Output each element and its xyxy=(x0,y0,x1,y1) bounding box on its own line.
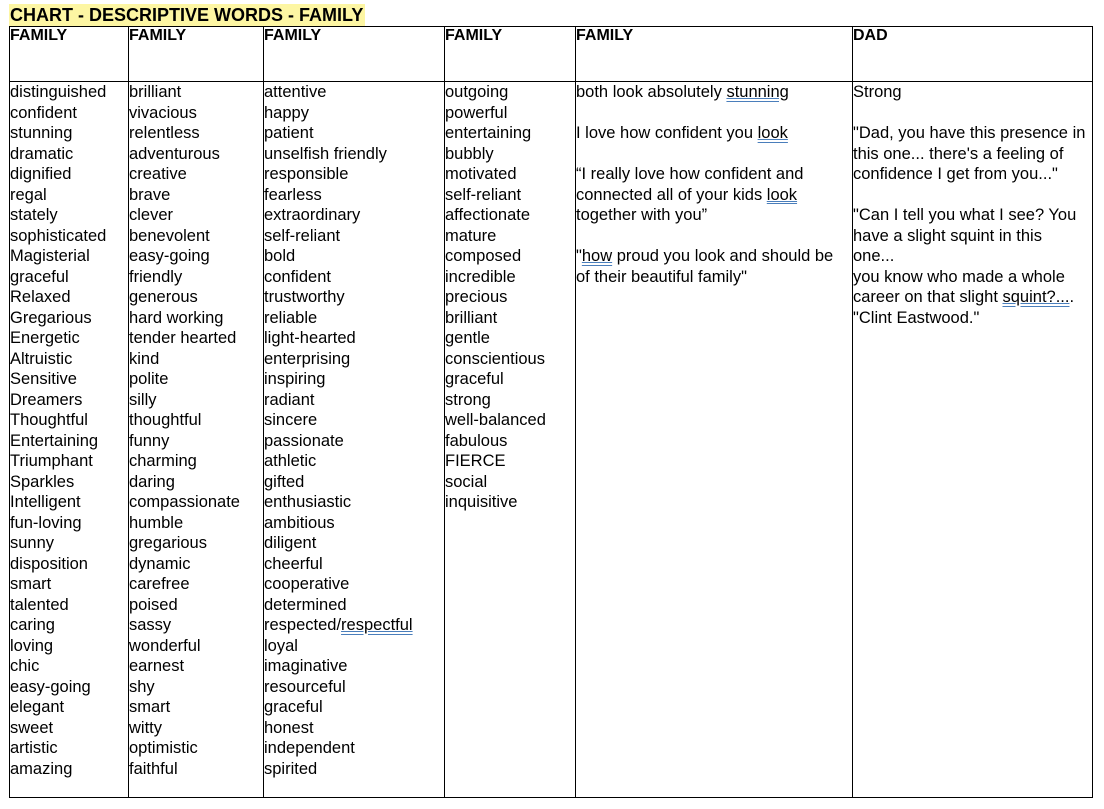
word-item: shy xyxy=(129,677,155,696)
word-item: composed xyxy=(445,247,522,265)
word-item: determined xyxy=(264,595,347,614)
word-item: witty xyxy=(129,718,162,737)
word-item: confident xyxy=(10,103,77,122)
word-item: entertaining xyxy=(445,124,532,142)
word-item: faithful xyxy=(129,759,178,778)
word-item: earnest xyxy=(129,657,185,675)
word-item: silly xyxy=(129,390,157,409)
word-item: cheerful xyxy=(264,554,323,573)
dad-phrase-2: "Dad, you have this presence in this one... there's a feeling of confidence I get from you..." xyxy=(853,124,1086,183)
word-item: brilliant xyxy=(129,83,182,101)
word-item: resourceful xyxy=(264,677,346,696)
word-item: thoughtful xyxy=(129,411,202,429)
word-item: friendly xyxy=(129,267,183,286)
word-item: smart xyxy=(129,698,171,716)
word-item: honest xyxy=(264,718,314,737)
word-item: Magisterial xyxy=(10,247,90,265)
word-item: poised xyxy=(129,595,178,614)
word-item: conscientious xyxy=(445,349,545,368)
word-item: Entertaining xyxy=(10,431,99,450)
word-item: strong xyxy=(445,390,491,409)
word-item: sweet xyxy=(10,718,54,737)
word-item: spirited xyxy=(264,759,318,778)
word-item: polite xyxy=(129,370,169,388)
word-item: elegant xyxy=(10,698,65,716)
word-item: passionate xyxy=(264,431,344,450)
word-item: light-hearted xyxy=(264,329,356,347)
page-title: CHART - DESCRIPTIVE WORDS - FAMILY xyxy=(10,5,364,25)
word-item: social xyxy=(445,472,488,491)
word-item: sincere xyxy=(264,411,318,429)
descriptive-words-table xyxy=(9,26,1093,798)
word-list-col3 xyxy=(264,82,445,798)
word-list-col4 xyxy=(445,82,576,798)
word-item: easy-going xyxy=(10,677,91,696)
word-item: Sensitive xyxy=(10,370,77,388)
phrase-4: "how proud you look and should be of their beautiful family" xyxy=(576,247,834,286)
word-item: independent xyxy=(264,739,355,757)
word-item: trustworthy xyxy=(264,288,345,306)
word-item: dramatic xyxy=(10,144,74,163)
word-item: fabulous xyxy=(445,431,508,450)
word-item: Dreamers xyxy=(10,390,83,409)
word-item: well-balanced xyxy=(445,411,546,429)
word-item: creative xyxy=(129,165,187,183)
word-item: bold xyxy=(264,247,296,265)
word-item: clever xyxy=(129,206,174,224)
word-item: imaginative xyxy=(264,657,348,675)
word-item: Triumphant xyxy=(10,452,93,470)
word-item: smart xyxy=(10,575,52,593)
word-item: kind xyxy=(129,349,160,368)
word-item: motivated xyxy=(445,165,517,183)
word-item: optimistic xyxy=(129,739,198,757)
column-header: FAMILY xyxy=(264,27,445,82)
word-item: tender hearted xyxy=(129,329,237,347)
word-item: bubbly xyxy=(445,144,494,163)
word-item: happy xyxy=(264,103,309,122)
dad-phrase-3a: "Can I tell you what I see? You have a slight squint in this one... xyxy=(853,206,1077,265)
word-item: distinguished xyxy=(10,83,107,101)
word-item: FIERCE xyxy=(445,452,506,470)
word-item: regal xyxy=(10,185,47,204)
dad-phrase-4: "Clint Eastwood." xyxy=(853,308,980,327)
word-item: extraordinary xyxy=(264,206,361,224)
word-item: outgoing xyxy=(445,83,509,101)
word-item: reliable xyxy=(264,308,318,327)
word-text: respectful xyxy=(341,616,413,634)
word-item: athletic xyxy=(264,452,317,470)
word-item: vivacious xyxy=(129,103,197,122)
dad-phrase-3b: you know who made a whole career on that slight squint?.... xyxy=(853,267,1075,306)
word-item: patient xyxy=(264,124,314,142)
word-item: amazing xyxy=(10,759,73,778)
word-item: generous xyxy=(129,288,198,306)
word-item: cooperative xyxy=(264,575,350,593)
word-item: incredible xyxy=(445,267,516,286)
word-item xyxy=(264,615,444,636)
word-item: stunning xyxy=(10,124,73,142)
word-item: loving xyxy=(10,636,54,655)
word-item: relentless xyxy=(129,124,200,142)
word-item: attentive xyxy=(264,83,327,101)
word-item: Gregarious xyxy=(10,308,92,327)
word-item: brave xyxy=(129,185,171,204)
word-item: Altruistic xyxy=(10,349,73,368)
dad-col6 xyxy=(853,82,1093,798)
word-item: inspiring xyxy=(264,370,326,388)
word-item: adventurous xyxy=(129,144,220,163)
word-item: fearless xyxy=(264,185,322,204)
word-item: easy-going xyxy=(129,247,210,265)
word-item: affectionate xyxy=(445,206,531,224)
word-item: Intelligent xyxy=(10,493,81,511)
word-item: funny xyxy=(129,431,170,450)
word-item: sophisticated xyxy=(10,226,107,245)
header-row xyxy=(10,27,1093,82)
word-item: mature xyxy=(445,226,497,245)
word-item: charming xyxy=(129,452,197,470)
word-text: respected/ xyxy=(264,616,342,634)
word-item: graceful xyxy=(264,698,323,716)
word-item: stately xyxy=(10,206,58,224)
word-item: inquisitive xyxy=(445,493,518,511)
column-header: FAMILY xyxy=(129,27,264,82)
column-header: FAMILY xyxy=(445,27,576,82)
word-item: confident xyxy=(264,267,331,286)
phrase-3: “I really love how confident and connected all of your kids look together with you” xyxy=(576,165,804,224)
word-item: enthusiastic xyxy=(264,493,352,511)
body-row xyxy=(10,82,1093,798)
word-item: enterprising xyxy=(264,349,351,368)
word-item: hard working xyxy=(129,308,224,327)
word-item: caring xyxy=(10,616,55,634)
word-item: fun-loving xyxy=(10,513,82,532)
word-item: carefree xyxy=(129,575,190,593)
word-item: powerful xyxy=(445,103,508,122)
word-item: gifted xyxy=(264,472,305,491)
phrase-1: both look absolutely stunning xyxy=(576,83,789,101)
word-item: compassionate xyxy=(129,493,240,511)
word-item: responsible xyxy=(264,165,349,183)
phrase-2: I love how confident you look xyxy=(576,124,788,142)
word-item: graceful xyxy=(10,267,69,286)
word-item: sunny xyxy=(10,534,55,552)
word-item: graceful xyxy=(445,370,504,388)
column-header: FAMILY xyxy=(10,27,129,82)
word-item: loyal xyxy=(264,636,298,655)
word-item: ambitious xyxy=(264,513,335,532)
word-item: unselfish friendly xyxy=(264,144,387,163)
word-item: gregarious xyxy=(129,534,207,552)
word-item: benevolent xyxy=(129,226,210,245)
word-item: sassy xyxy=(129,616,172,634)
word-item: radiant xyxy=(264,390,315,409)
word-item: Sparkles xyxy=(10,472,75,491)
word-item: chic xyxy=(10,657,40,675)
word-item: precious xyxy=(445,288,508,306)
word-item: Energetic xyxy=(10,329,80,347)
word-item: diligent xyxy=(264,534,317,552)
word-item: wonderful xyxy=(129,636,201,655)
column-header: FAMILY xyxy=(576,27,853,82)
word-item: Thoughtful xyxy=(10,411,88,429)
word-item: dynamic xyxy=(129,554,191,573)
word-item: artistic xyxy=(10,739,58,757)
word-list-col1 xyxy=(10,82,129,798)
word-item: brilliant xyxy=(445,308,498,327)
word-item: disposition xyxy=(10,554,88,573)
word-item: Relaxed xyxy=(10,288,71,306)
word-item: daring xyxy=(129,472,175,491)
word-item: gentle xyxy=(445,329,490,347)
word-item: humble xyxy=(129,513,184,532)
word-item: talented xyxy=(10,595,69,614)
word-item: self-reliant xyxy=(445,185,522,204)
column-header-dad: DAD xyxy=(853,27,1093,82)
dad-phrase-1: Strong xyxy=(853,83,902,101)
phrases-col5 xyxy=(576,82,853,798)
word-list-col2 xyxy=(129,82,264,798)
word-item: dignified xyxy=(10,165,72,183)
word-item: self-reliant xyxy=(264,226,341,245)
